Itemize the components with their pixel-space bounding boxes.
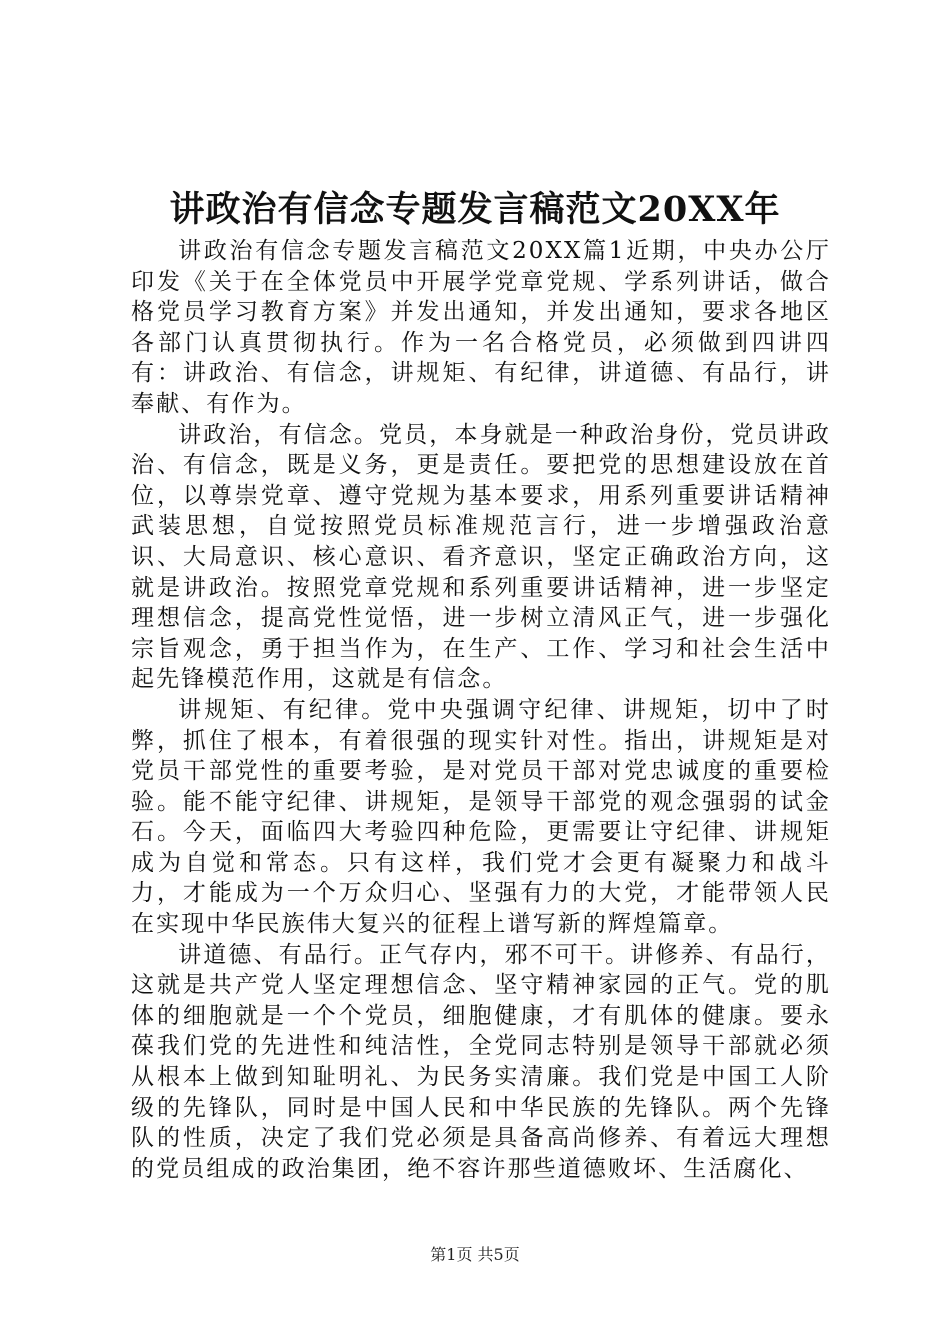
paragraph: 讲政治有信念专题发言稿范文20XX篇1近期，中央办公厅印发《关于在全体党员中开展学党章党规、学系列讲话，做合格党员学习教育方案》并发出通知，并发出通知，要求各地区各部门认真贯彻执行。作为一名合格党员，必须做到四讲四有：讲政治、有信念，讲规矩、有纪律，讲道德、有品行，讲奉献、有作为。: [131, 238, 831, 417]
document-body: [131, 236, 831, 1184]
paragraph: 讲规矩、有纪律。党中央强调守纪律、讲规矩，切中了时弊，抓住了根本，有着很强的现实针对性。指出，讲规矩是对党员干部党性的重要考验，是对党员干部对党忠诚度的重要检验。能不能守纪律、讲规矩，是领导干部党的观念强弱的试金石。今天，面临四大考验四种危险，更需要让守纪律、讲规矩成为自觉和常态。只有这样，我们党才会更有凝聚力和战斗力，才能成为一个万众归心、坚强有力的大党，才能带领人民在实现中华民族伟大复兴的征程上谱写新的辉煌篇章。: [131, 696, 831, 938]
page-number-footer: 第1页 共5页: [430, 1245, 520, 1264]
paragraph: 讲政治，有信念。党员，本身就是一种政治身份，党员讲政治、有信念，既是义务，更是责任。要把党的思想建设放在首位，以尊崇党章、遵守党规为基本要求，用系列重要讲话精神武装思想，自觉按照党员标准规范言行，进一步增强政治意识、大局意识、核心意识、看齐意识，坚定正确政治方向，这就是讲政治。按照党章党规和系列重要讲话精神，进一步坚定理想信念，提高党性觉悟，进一步树立清风正气，进一步强化宗旨观念，勇于担当作为，在生产、工作、学习和社会生活中起先锋模范作用，这就是有信念。: [131, 421, 831, 693]
paragraph: 讲道德、有品行。正气存内，邪不可干。讲修养、有品行，这就是共产党人坚定理想信念、坚守精神家园的正气。党的肌体的细胞就是一个个党员，细胞健康，才有肌体的健康。要永葆我们党的先进性和纯洁性，全党同志特别是领导干部就必须从根本上做到知耻明礼、为民务实清廉。我们党是中国工人阶级的先锋队，同时是中国人民和中华民族的先锋队。两个先锋队的性质，决定了我们党必须是具备高尚修养、有着远大理想的党员组成的政治集团，绝不容许那些道德败坏、生活腐化、: [131, 941, 831, 1182]
document-title: 讲政治有信念专题发言稿范文20XX年: [169, 189, 781, 230]
